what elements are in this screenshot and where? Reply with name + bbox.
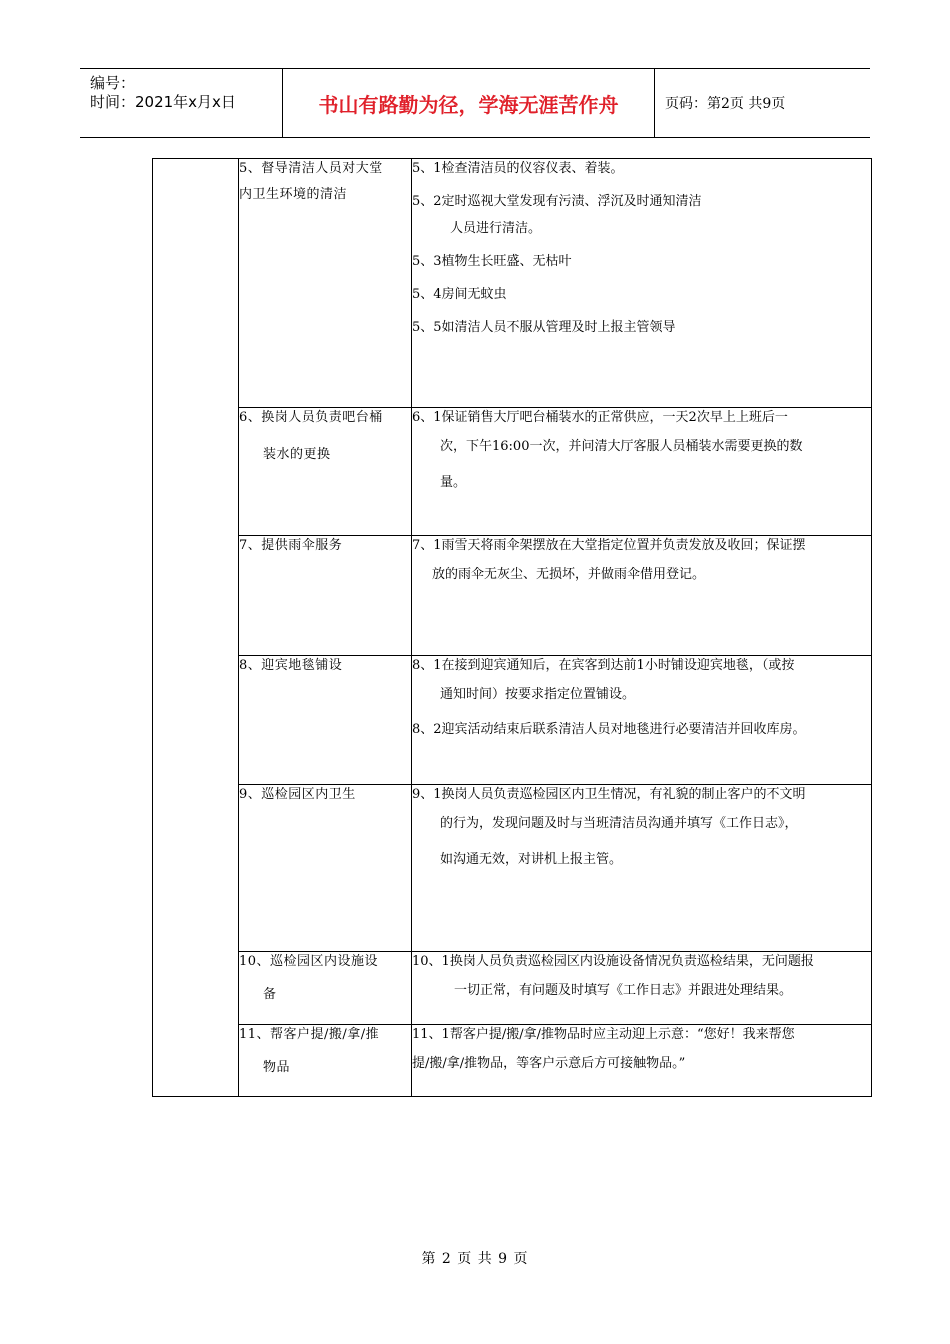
duty-details: 8、1在接到迎宾通知后，在宾客到达前1小时铺设迎宾地毯，（或按 通知时间）按要求指定位置铺设。 8、2迎宾活动结束后联系清洁人员对地毯进行必要清洁并回收库房。 (412, 656, 872, 785)
category-cell (153, 159, 239, 1097)
table-row (153, 408, 872, 536)
duty-details: 10、1换岗人员负责巡检园区内设施设备情况负责巡检结果，无问题报 一切正常，有问题及时填写《工作日志》并跟进处理结果。 (412, 952, 872, 1025)
duty-details: 7、1雨雪天将雨伞架摆放在大堂指定位置并负责发放及收回；保证摆 放的雨伞无灰尘、无损坏，并做雨伞借用登记。 (412, 536, 872, 656)
duty-details: 5、1检查清洁员的仪容仪表、着装。 5、2定时巡视大堂发现有污渍、浮沉及时通知清洁 人员进行清洁。 5、3植物生长旺盛、无枯叶 5、4房间无蚊虫 5、5如清洁人员不服从管理及时上报主管领导 (412, 159, 872, 408)
duty-item: 7、提供雨伞服务 (239, 536, 412, 656)
duty-details: 11、1帮客户提/搬/拿/推物品时应主动迎上示意：“您好！我来帮您 提/搬/拿/推物品，等客户示意后方可接触物品。” (412, 1025, 872, 1097)
duty-item: 10、巡检园区内设施设 备 (239, 952, 412, 1025)
table-row (153, 785, 872, 952)
table-row (153, 656, 872, 785)
header-page-indicator: 页码：第2页 共9页 (665, 96, 786, 112)
duty-item: 11、帮客户提/搬/拿/推 物品 (239, 1025, 412, 1097)
table-row (153, 1025, 872, 1097)
table-row (153, 536, 872, 656)
table-row (153, 952, 872, 1025)
document-number-label: 编号： (90, 74, 136, 92)
header-motto: 书山有路勤为径，学海无涯苦作舟 (283, 69, 655, 137)
document-time-label: 时间：2021年x月x日 (90, 93, 236, 111)
page-footer: 第 2 页 共 9 页 (421, 1251, 529, 1267)
duty-item: 5、督导清洁人员对大堂 内卫生环境的清洁 (239, 159, 412, 408)
duty-item: 8、迎宾地毯铺设 (239, 656, 412, 785)
duty-details: 9、1换岗人员负责巡检园区内卫生情况，有礼貌的制止客户的不文明 的行为，发现问题及时与当班清洁员沟通并填写《工作日志》， 如沟通无效，对讲机上报主管。 (412, 785, 872, 952)
duty-item: 6、换岗人员负责吧台桶 装水的更换 (239, 408, 412, 536)
duty-details: 6、1保证销售大厅吧台桶装水的正常供应，一天2次早上上班后一 次，下午16:00一次，并问清大厅客服人员桶装水需要更换的数 量。 (412, 408, 872, 536)
duty-table (152, 158, 872, 1097)
header-meta (80, 69, 283, 137)
duty-item: 9、巡检园区内卫生 (239, 785, 412, 952)
page-header (80, 68, 870, 138)
table-row (153, 159, 872, 408)
